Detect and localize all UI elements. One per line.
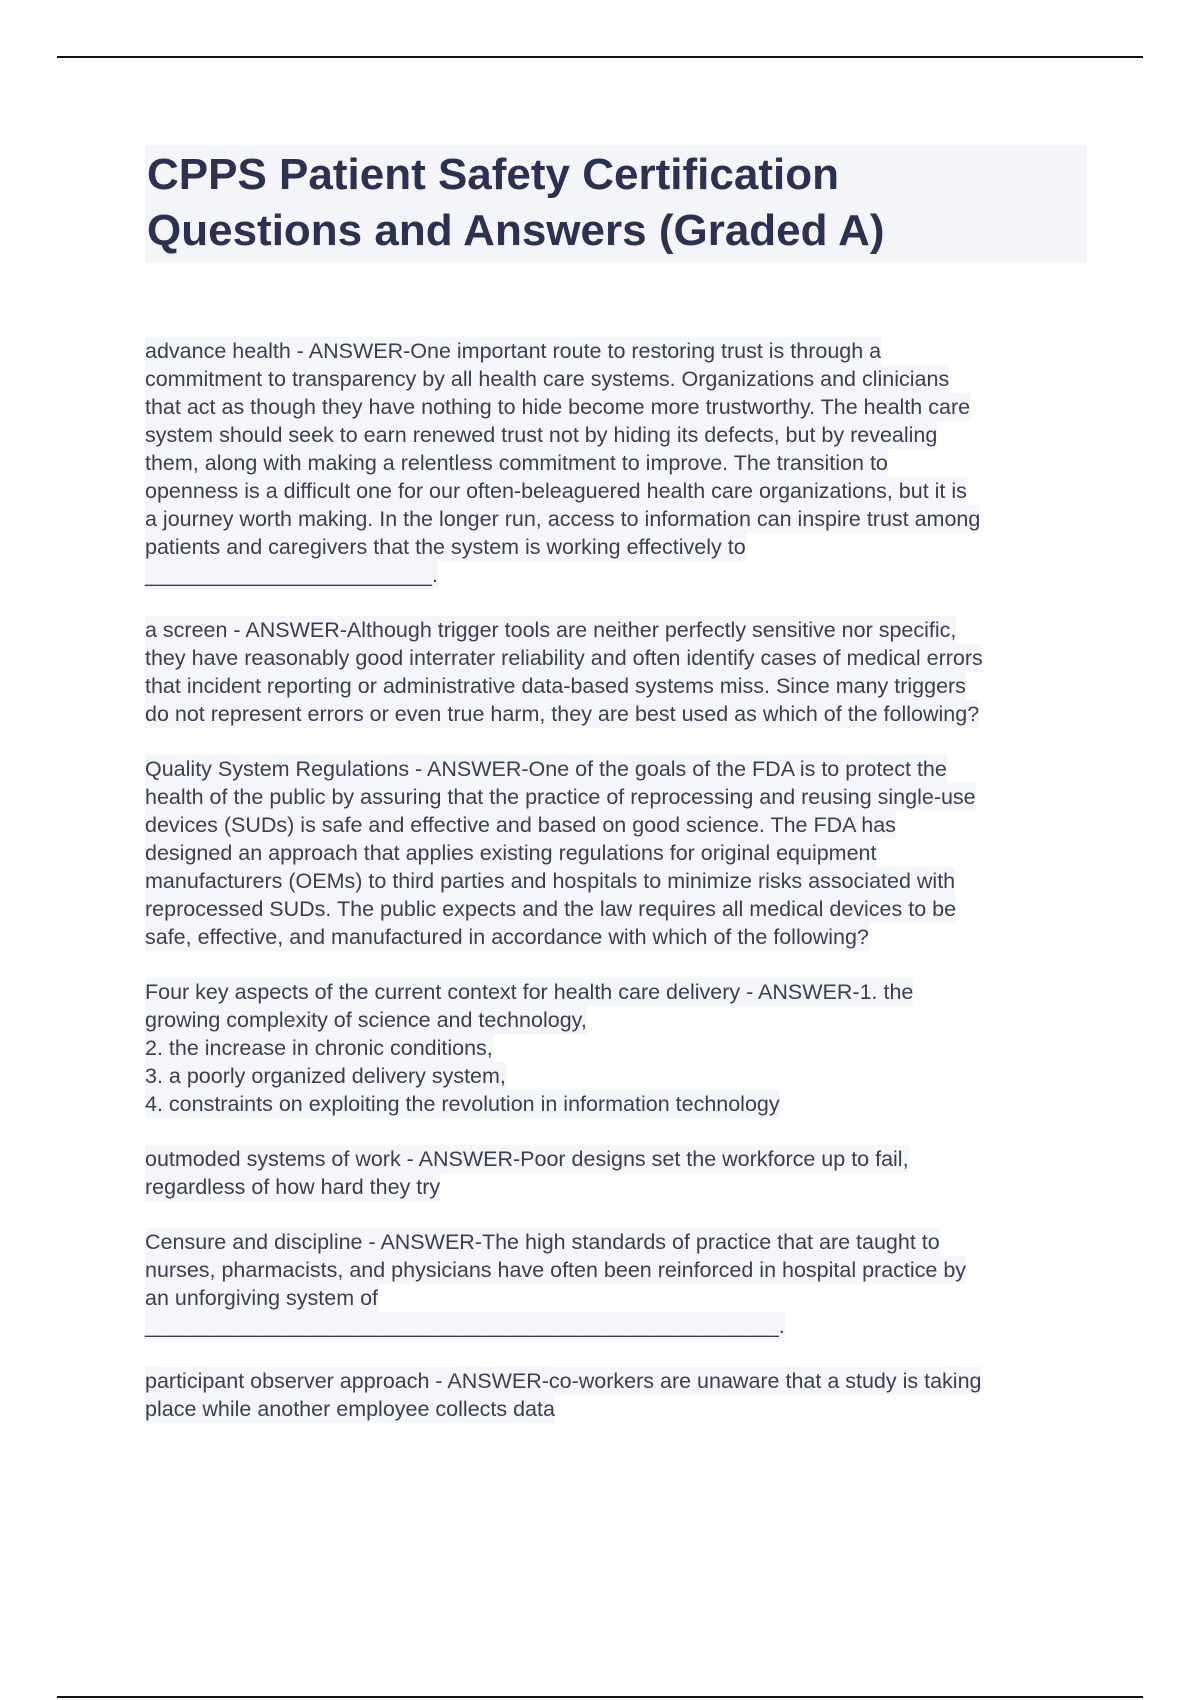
qa-line: safe, effective, and manufactured in accordance with which of the following? (145, 925, 869, 949)
qa-line: 4. constraints on exploiting the revolution in information technology (145, 1092, 780, 1116)
qa-line: 2. the increase in chronic conditions, (145, 1036, 493, 1060)
qa-line: nurses, pharmacists, and physicians have often been reinforced in hospital practice by (145, 1258, 967, 1282)
qa-entry-a-screen (145, 616, 1090, 728)
qa-entry-censure-and-discipline (145, 1228, 1090, 1340)
qa-line: them, along with making a relentless commitment to improve. The transition to (145, 451, 888, 475)
qa-line: a journey worth making. In the longer run, access to information can inspire trust among (145, 507, 981, 531)
qa-line: growing complexity of science and technology, (145, 1008, 587, 1032)
qa-line: manufacturers (OEMs) to third parties and hospitals to minimize risks associated with (145, 869, 956, 893)
qa-line: designed an approach that applies existing regulations for original equipment (145, 841, 877, 865)
qa-line: an unforgiving system of (145, 1286, 379, 1310)
qa-entry-advance-health (145, 337, 1090, 589)
qa-line: participant observer approach - ANSWER-co-workers are unaware that a study is taking (145, 1369, 982, 1393)
qa-line: place while another employee collects data (145, 1397, 555, 1421)
bottom-rule (57, 1696, 1143, 1698)
title-line: Questions and Answers (Graded A) (147, 206, 885, 255)
qa-line: health of the public by assuring that the practice of reprocessing and reusing single-use (145, 785, 976, 809)
qa-line: Censure and discipline - ANSWER-The high standards of practice that are taught to (145, 1230, 940, 1254)
qa-line: Quality System Regulations - ANSWER-One of the goals of the FDA is to protect the (145, 757, 947, 781)
qa-line: reprocessed SUDs. The public expects and the law requires all medical devices to be (145, 897, 957, 921)
qa-line: patients and caregivers that the system is working effectively to (145, 535, 746, 559)
qa-line: system should seek to earn renewed trust not by hiding its defects, but by revealing (145, 423, 938, 447)
qa-line: that incident reporting or administrative data-based systems miss. Since many triggers (145, 674, 966, 698)
qa-list (145, 337, 1090, 1450)
qa-line: that act as though they have nothing to hide become more trustworthy. The health care (145, 395, 971, 419)
qa-line: regardless of how hard they try (145, 1175, 441, 1199)
qa-line: devices (SUDs) is safe and effective and based on good science. The FDA has (145, 813, 896, 837)
qa-line: Four key aspects of the current context for health care delivery - ANSWER-1. the (145, 980, 914, 1004)
qa-line: 3. a poorly organized delivery system, (145, 1064, 506, 1088)
top-rule (57, 56, 1143, 58)
qa-line: ________________________. (145, 563, 438, 587)
qa-line: advance health - ANSWER-One important route to restoring trust is through a (145, 339, 882, 363)
qa-line: outmoded systems of work - ANSWER-Poor designs set the workforce up to fail, (145, 1147, 909, 1171)
qa-line: openness is a difficult one for our often-beleaguered health care organizations, but it is (145, 479, 967, 503)
title-line: CPPS Patient Safety Certification (147, 150, 839, 199)
qa-line: commitment to transparency by all health care systems. Organizations and clinicians (145, 367, 950, 391)
qa-line: _____________________________________________________. (145, 1314, 785, 1338)
qa-entry-outmoded-systems (145, 1145, 1090, 1201)
page-title (145, 145, 1087, 263)
qa-line: they have reasonably good interrater reliability and often identify cases of medical errors (145, 646, 983, 670)
qa-entry-quality-system-regulations (145, 755, 1090, 951)
qa-line: a screen - ANSWER-Although trigger tools are neither perfectly sensitive nor specific, (145, 618, 957, 642)
qa-line: do not represent errors or even true harm, they are best used as which of the following? (145, 702, 980, 726)
qa-entry-participant-observer (145, 1367, 1090, 1423)
qa-entry-four-key-aspects (145, 978, 1090, 1118)
